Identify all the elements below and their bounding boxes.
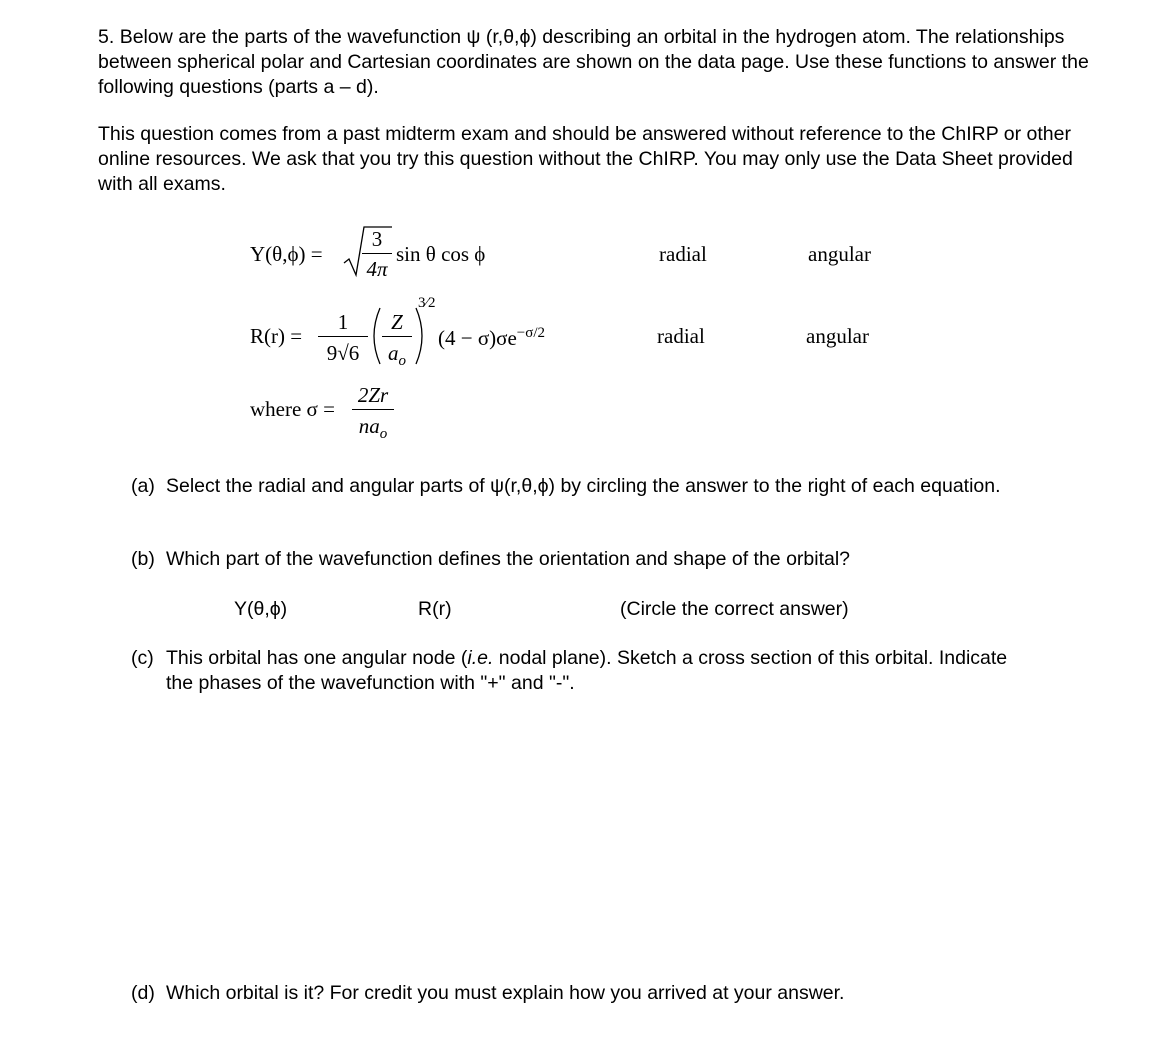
part-c-letter: (c) <box>131 647 154 669</box>
equation-R-power: 3⁄2 <box>418 295 436 311</box>
option-Y[interactable]: Y(θ,ϕ) <box>234 598 288 620</box>
equation-R-lhs: R(r) = <box>250 324 303 348</box>
question-intro-text: Below are the parts of the wavefunction ψ (r,θ,ϕ) describing an orbital in the hydrogen atom. The relationships between spherical polar and Cartesian coordinates are shown on the data page. Use these functions to answer the following questions (parts a – d). <box>98 26 1089 98</box>
circle-instruction: (Circle the correct answer) <box>620 598 849 620</box>
part-b <box>131 547 1031 572</box>
part-d-text: Which orbital is it? For credit you must explain how you arrived at your answer. <box>166 982 845 1004</box>
part-c <box>131 646 1031 696</box>
choice-radial-Y[interactable]: radial <box>659 242 707 266</box>
part-a-letter: (a) <box>131 475 155 497</box>
fraction-bar <box>382 336 412 337</box>
sigma-label: where σ = <box>250 397 335 421</box>
fraction-bar <box>352 409 394 410</box>
part-d <box>131 981 1031 1006</box>
part-c-text: This orbital has one angular node (i.e. nodal plane). Sketch a cross section of this orbital. Indicate the phases of the wavefunction with "+" and "-". <box>166 647 1008 694</box>
part-a <box>131 474 1031 499</box>
equation-R-rest: $(4 - \sigma)\sigma e^{-\sigma/2}$ <box>438 325 546 350</box>
question-number: 5. <box>98 26 115 48</box>
equation-R-inner-denominator: $a_o$ <box>388 341 406 370</box>
equation-Y-numerator: 3 <box>371 227 383 251</box>
equation-Y-lhs: Y(θ,ϕ) = <box>250 242 323 266</box>
equation-R-inner-numerator: Z <box>391 310 403 334</box>
fraction-bar <box>318 336 368 337</box>
part-d-letter: (d) <box>131 982 155 1004</box>
sigma-numerator: 2Zr <box>357 383 389 407</box>
part-a-text: Select the radial and angular parts of ψ(r,θ,ϕ) by circling the answer to the right of each equation. <box>166 475 1001 497</box>
equation-Y-rest: sin θ cos ϕ <box>396 242 486 266</box>
choice-radial-R[interactable]: radial <box>657 324 705 348</box>
part-b-letter: (b) <box>131 548 155 570</box>
part-b-text: Which part of the wavefunction defines the orientation and shape of the orbital? <box>166 548 851 570</box>
exam-note: This question comes from a past midterm exam and should be answered without reference to the ChIRP or other online resources. We ask that you try this question without the ChIRP. You may only use the Data Sheet provided with all exams. <box>98 123 1073 195</box>
question-intro <box>98 25 1098 100</box>
equation-R-denominator: 9√6 <box>326 341 360 365</box>
equation-R-numerator: 1 <box>337 310 349 334</box>
choice-angular-R[interactable]: angular <box>806 324 869 348</box>
sigma-denominator: $na_o$ <box>358 414 388 443</box>
equation-Y-denominator: 4π <box>366 257 388 281</box>
option-R[interactable]: R(r) <box>418 598 452 620</box>
sketch-area[interactable] <box>131 710 1031 970</box>
choice-angular-Y[interactable]: angular <box>808 242 871 266</box>
fraction-bar <box>362 253 392 254</box>
